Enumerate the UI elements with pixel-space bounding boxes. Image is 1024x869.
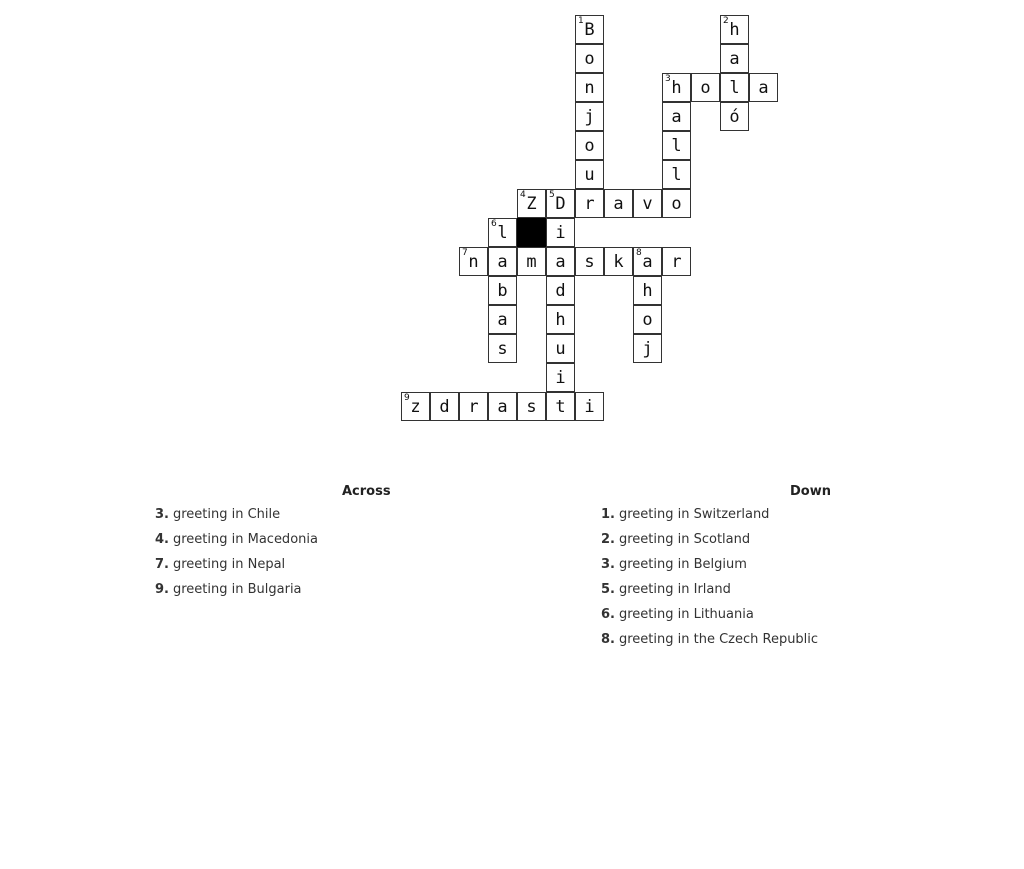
grid-cell[interactable] <box>488 218 517 247</box>
clue-text: greeting in Scotland <box>618 532 751 547</box>
down-clues <box>601 484 901 652</box>
grid-cell[interactable] <box>546 363 575 392</box>
across-clues <box>155 484 455 602</box>
cell-letter: a <box>758 78 769 98</box>
cell-letter: h <box>642 281 653 301</box>
cell-letter: Z <box>526 194 537 214</box>
cell-letter: i <box>584 397 595 417</box>
cell-letter: a <box>729 49 740 69</box>
grid-cell[interactable] <box>633 189 662 218</box>
clue-text: greeting in Bulgaria <box>172 582 302 597</box>
grid-cell[interactable] <box>546 334 575 363</box>
cell-letter: d <box>439 397 450 417</box>
clue-num: 2. <box>601 532 615 547</box>
grid-cell[interactable] <box>488 392 517 421</box>
cell-letter: i <box>555 368 566 388</box>
grid-cell[interactable] <box>488 276 517 305</box>
clue-text: greeting in Macedonia <box>172 532 318 547</box>
cell-letter: ó <box>729 107 740 127</box>
grid-cell[interactable] <box>662 189 691 218</box>
grid-cell[interactable] <box>575 44 604 73</box>
grid-cell[interactable] <box>546 247 575 276</box>
grid-cell[interactable] <box>488 334 517 363</box>
grid-cell[interactable] <box>662 73 691 102</box>
grid-block <box>517 218 546 247</box>
down-clue <box>601 552 901 577</box>
clue-num: 3. <box>601 557 615 572</box>
grid-cell[interactable] <box>633 276 662 305</box>
clue-text: greeting in the Czech Republic <box>618 632 819 647</box>
clue-text: greeting in Chile <box>172 507 281 522</box>
cell-letter: B <box>584 20 595 40</box>
clue-text: greeting in Irland <box>618 582 731 597</box>
grid-cell[interactable] <box>575 15 604 44</box>
cell-letter: h <box>555 310 566 330</box>
clue-num: 5. <box>601 582 615 597</box>
grid-cell[interactable] <box>633 334 662 363</box>
cell-letter: D <box>555 194 566 214</box>
cell-letter: z <box>410 397 421 417</box>
grid-cell[interactable] <box>662 102 691 131</box>
grid-cell[interactable] <box>575 73 604 102</box>
clue-num: 1. <box>601 507 615 522</box>
grid-cell[interactable] <box>720 73 749 102</box>
cell-letter: s <box>526 397 537 417</box>
clue-number: 7 <box>462 248 468 258</box>
clue-text: greeting in Nepal <box>172 557 286 572</box>
grid-cell[interactable] <box>517 392 546 421</box>
clue-number: 4 <box>520 190 526 200</box>
cell-letter: m <box>526 252 537 272</box>
grid-cell[interactable] <box>488 305 517 334</box>
grid-cell[interactable] <box>662 160 691 189</box>
grid-cell[interactable] <box>662 247 691 276</box>
cell-letter: k <box>613 252 624 272</box>
grid-cell[interactable] <box>633 247 662 276</box>
grid-cell[interactable] <box>749 73 778 102</box>
cell-letter: h <box>729 20 740 40</box>
clue-text: greeting in Switzerland <box>618 507 770 522</box>
cell-letter: l <box>671 136 682 156</box>
grid-cell[interactable] <box>430 392 459 421</box>
grid-cell[interactable] <box>546 392 575 421</box>
grid-cell[interactable] <box>575 102 604 131</box>
cell-letter: o <box>700 78 711 98</box>
grid-cell[interactable] <box>662 131 691 160</box>
cell-letter: l <box>671 165 682 185</box>
cell-letter: v <box>642 194 653 214</box>
clue-num: 3. <box>155 507 169 522</box>
cell-letter: a <box>497 252 508 272</box>
cell-letter: n <box>468 252 479 272</box>
grid-cell[interactable] <box>546 276 575 305</box>
cell-letter: b <box>497 281 508 301</box>
grid-cell[interactable] <box>459 247 488 276</box>
grid-cell[interactable] <box>546 218 575 247</box>
cell-letter: u <box>584 165 595 185</box>
grid-cell[interactable] <box>459 392 488 421</box>
across-clue-list <box>155 502 455 602</box>
cell-letter: a <box>497 310 508 330</box>
cell-letter: a <box>642 252 653 272</box>
down-clue <box>601 577 901 602</box>
clue-number: 8 <box>636 248 642 258</box>
down-clue <box>601 602 901 627</box>
cell-letter: o <box>584 136 595 156</box>
grid-cell[interactable] <box>720 15 749 44</box>
cell-letter: l <box>729 78 740 98</box>
grid-cell[interactable] <box>517 189 546 218</box>
cell-letter: j <box>584 107 595 127</box>
clue-number: 5 <box>549 190 555 200</box>
down-heading: Down <box>790 484 831 499</box>
clue-num: 8. <box>601 632 615 647</box>
clue-number: 1 <box>578 16 584 26</box>
cell-letter: a <box>497 397 508 417</box>
across-clue <box>155 502 455 527</box>
clue-number: 2 <box>723 16 729 26</box>
grid-cell[interactable] <box>575 392 604 421</box>
cell-letter: u <box>555 339 566 359</box>
clue-num: 4. <box>155 532 169 547</box>
down-clue-list <box>601 502 901 652</box>
grid-cell[interactable] <box>546 189 575 218</box>
across-clue <box>155 577 455 602</box>
grid-cell[interactable] <box>604 247 633 276</box>
cell-letter: r <box>584 194 595 214</box>
grid-cell[interactable] <box>604 189 633 218</box>
cell-letter: a <box>671 107 682 127</box>
clue-num: 7. <box>155 557 169 572</box>
cell-letter: n <box>584 78 595 98</box>
grid-cell[interactable] <box>720 102 749 131</box>
grid-cell[interactable] <box>488 247 517 276</box>
cell-letter: r <box>671 252 682 272</box>
grid-cell[interactable] <box>546 305 575 334</box>
grid-cell[interactable] <box>720 44 749 73</box>
clue-num: 9. <box>155 582 169 597</box>
clue-number: 6 <box>491 219 497 229</box>
cell-letter: s <box>584 252 595 272</box>
down-clue <box>601 502 901 527</box>
grid-cell[interactable] <box>633 305 662 334</box>
grid-cell[interactable] <box>575 160 604 189</box>
cell-letter: o <box>584 49 595 69</box>
clue-number: 9 <box>404 393 410 403</box>
clue-num: 6. <box>601 607 615 622</box>
across-clue <box>155 552 455 577</box>
across-heading: Across <box>342 484 391 499</box>
cell-letter: d <box>555 281 566 301</box>
cell-letter: i <box>555 223 566 243</box>
clue-text: greeting in Belgium <box>618 557 747 572</box>
cell-letter: r <box>468 397 479 417</box>
grid-cell[interactable] <box>575 131 604 160</box>
clue-text: greeting in Lithuania <box>618 607 754 622</box>
clue-number: 3 <box>665 74 671 84</box>
grid-cell[interactable] <box>401 392 430 421</box>
cell-letter: a <box>555 252 566 272</box>
grid-cell[interactable] <box>517 247 546 276</box>
down-clue <box>601 627 901 652</box>
grid-cell[interactable] <box>575 247 604 276</box>
cell-letter: a <box>613 194 624 214</box>
grid-cell[interactable] <box>691 73 720 102</box>
cell-letter: t <box>555 397 566 417</box>
across-clue <box>155 527 455 552</box>
cell-letter: o <box>642 310 653 330</box>
grid-cell[interactable] <box>575 189 604 218</box>
cell-letter: h <box>671 78 682 98</box>
cell-letter: o <box>671 194 682 214</box>
cell-letter: j <box>642 339 653 359</box>
cell-letter: s <box>497 339 508 359</box>
down-clue <box>601 527 901 552</box>
cell-letter: l <box>497 223 508 243</box>
